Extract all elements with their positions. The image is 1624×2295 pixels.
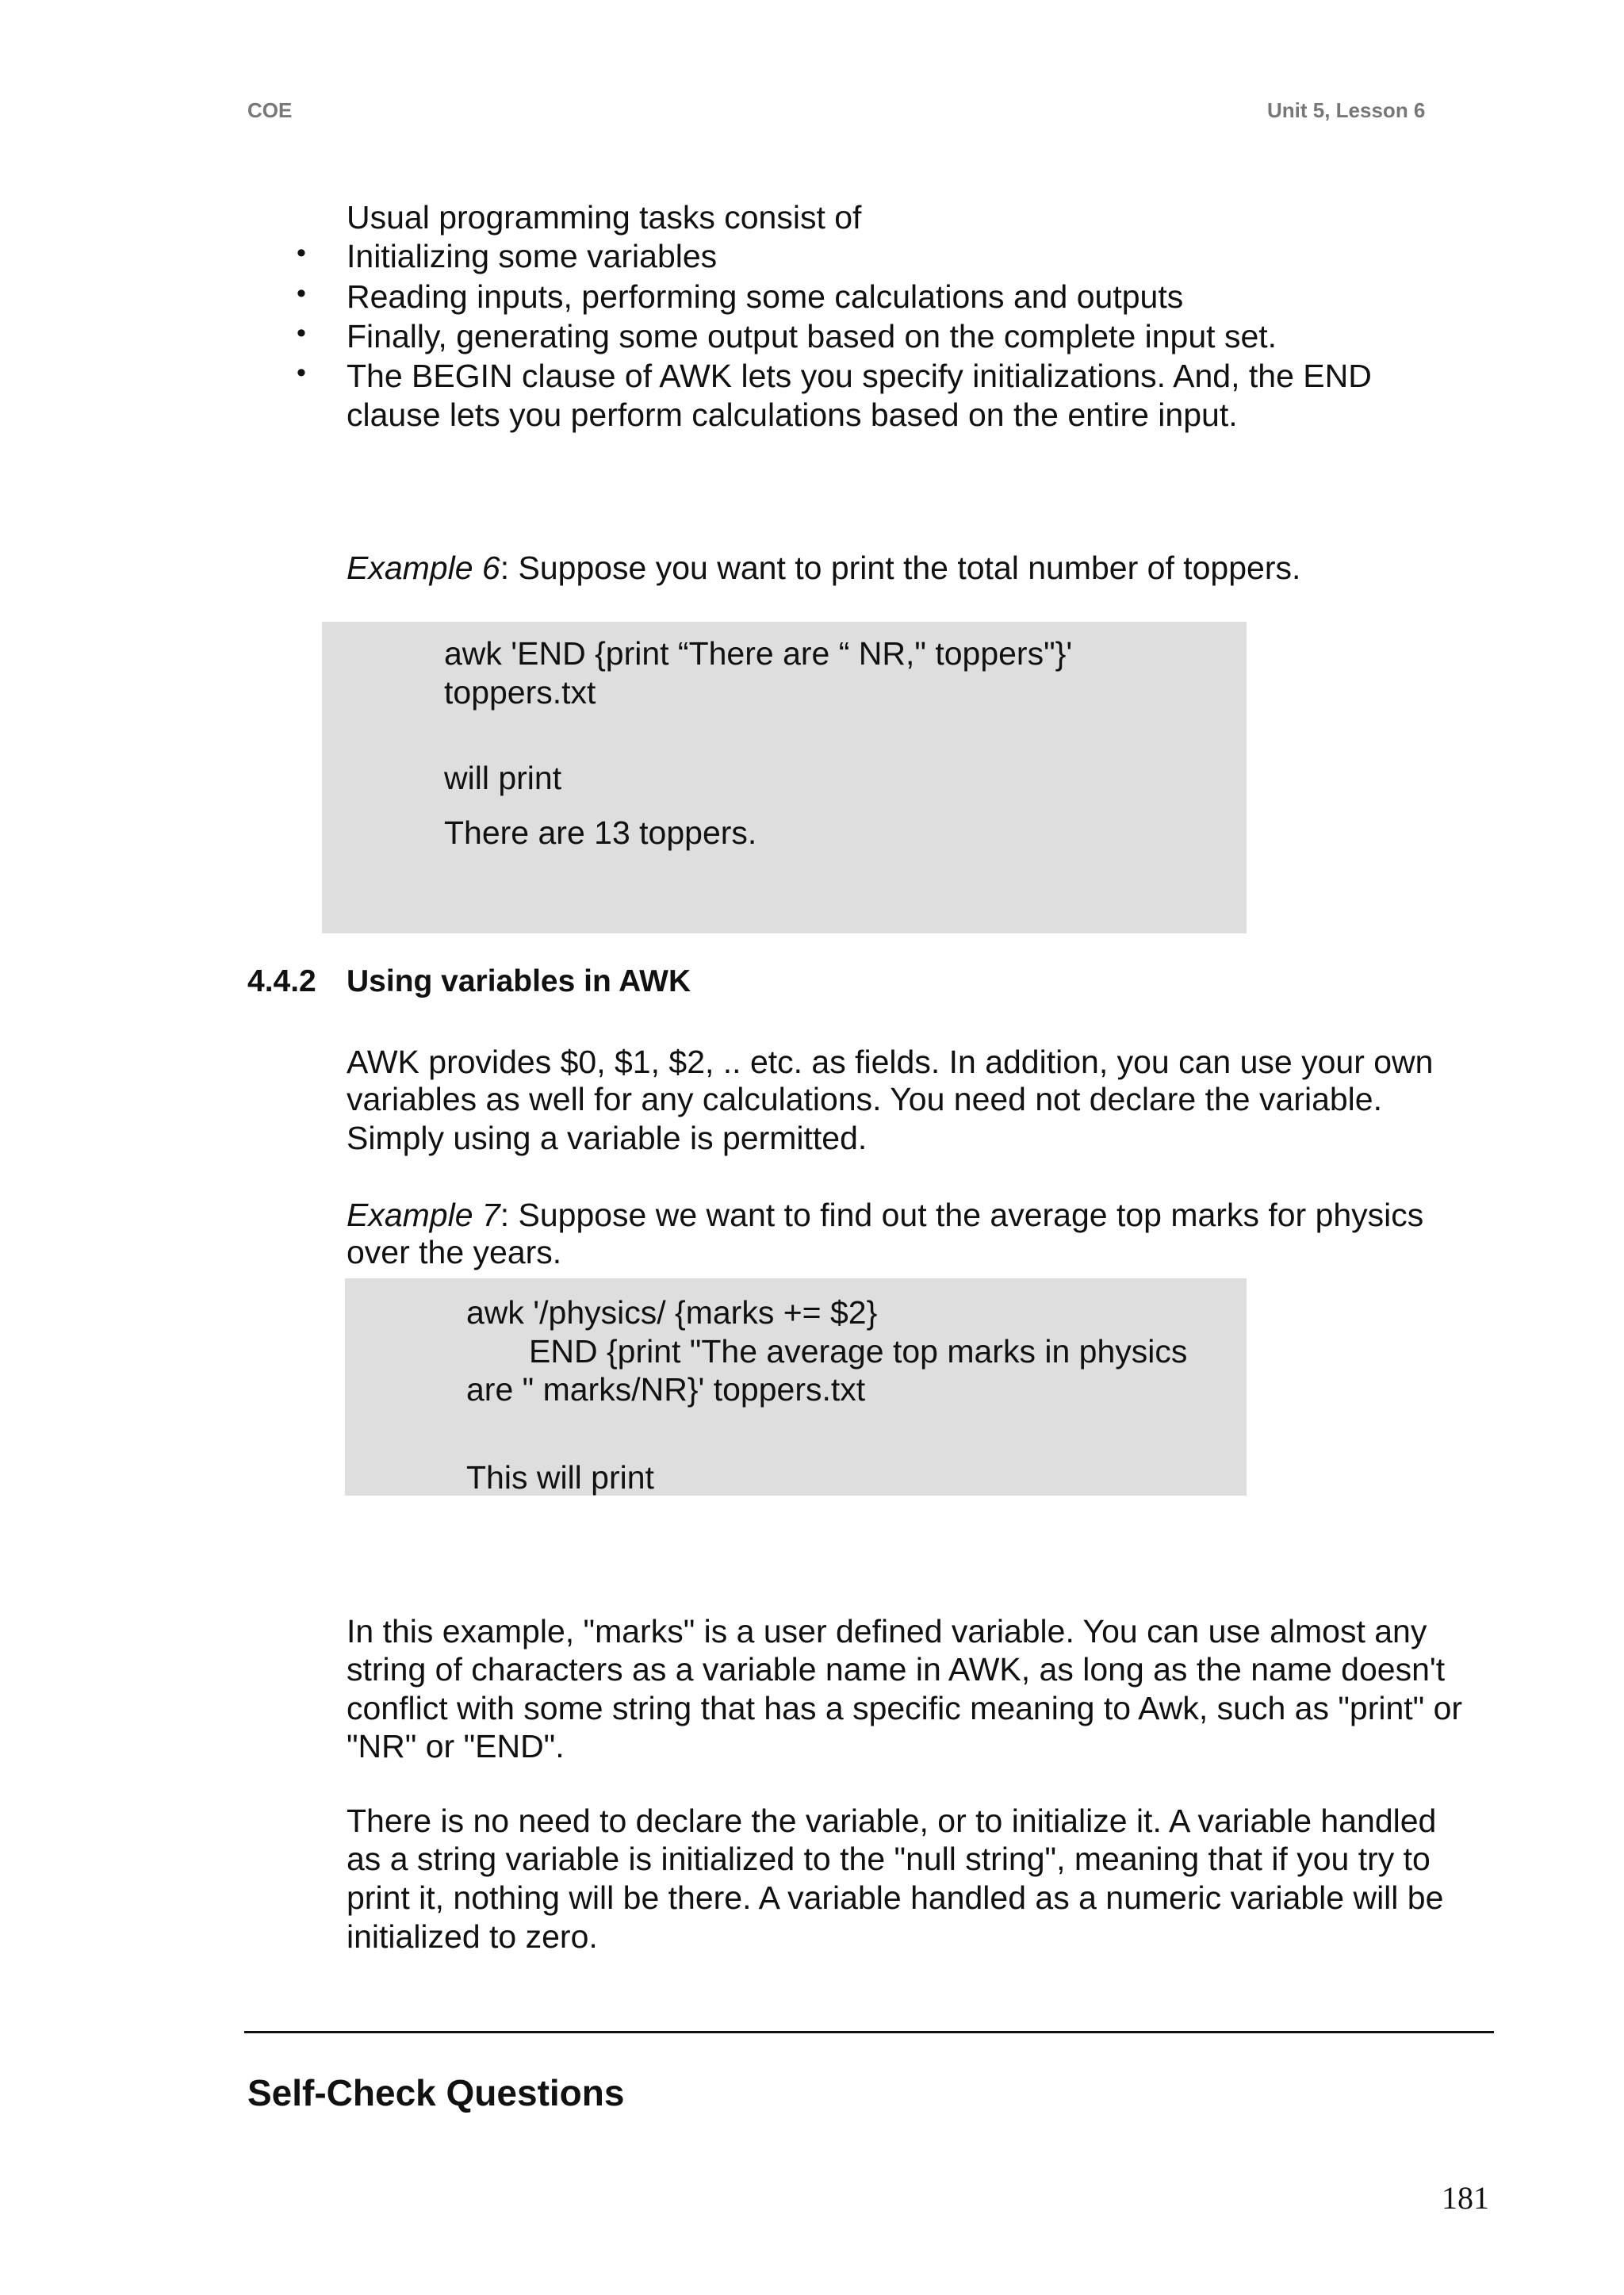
code-line: END {print "The average top marks in physics <box>529 1333 1188 1370</box>
bullet-item: Reading inputs, performing some calculations and outputs <box>347 278 1184 315</box>
bullet-marker: • <box>297 238 306 268</box>
bullet-item: Initializing some variables <box>347 238 718 274</box>
code-output: There are 13 toppers. <box>444 814 757 851</box>
example-6-intro <box>347 549 1300 588</box>
paragraph-line: print it, nothing will be there. A variable handled as a numeric variable will be <box>347 1879 1444 1916</box>
self-check-heading: Self-Check Questions <box>247 2072 625 2113</box>
code-line: are " marks/NR}' toppers.txt <box>466 1371 866 1408</box>
example-6-label: Example 6 <box>347 550 500 586</box>
paragraph-line: Simply using a variable is permitted. <box>347 1120 868 1156</box>
example-7-intro <box>347 1196 1423 1235</box>
bullet-item: The BEGIN clause of AWK lets you specify initializations. And, the END <box>347 358 1372 394</box>
section-title: Using variables in AWK <box>347 964 691 998</box>
intro-text: Usual programming tasks consist of <box>347 199 862 236</box>
paragraph-line: initialized to zero. <box>347 1918 598 1955</box>
paragraph-line: as a string variable is initialized to the "null string", meaning that if you try to <box>347 1841 1431 1877</box>
bullet-item-continuation: clause lets you perform calculations based on the entire input. <box>347 397 1238 433</box>
example-7-text: : Suppose we want to find out the average top marks for physics <box>500 1197 1424 1233</box>
example-7-label: Example 7 <box>347 1197 500 1233</box>
section-divider <box>244 2031 1494 2033</box>
section-number: 4.4.2 <box>247 964 316 998</box>
bullet-item: Finally, generating some output based on the complete input set. <box>347 318 1277 354</box>
code-output-label: will print <box>444 760 562 796</box>
page-number: 181 <box>1442 2180 1489 2216</box>
paragraph-line: string of characters as a variable name in AWK, as long as the name doesn't <box>347 1651 1446 1688</box>
example-7-code-box <box>345 1278 1247 1496</box>
paragraph-line: variables as well for any calculations. You need not declare the variable. <box>347 1081 1382 1117</box>
paragraph-line: conflict with some string that has a specific meaning to Awk, such as "print" or <box>347 1690 1463 1726</box>
code-line: awk 'END {print “There are “ NR," toppers"}' <box>444 635 1073 672</box>
code-output-label: This will print <box>466 1459 654 1496</box>
paragraph-line: "NR" or "END". <box>347 1728 565 1764</box>
example-7-intro-continued: over the years. <box>347 1234 562 1270</box>
example-6-text: : Suppose you want to print the total number of toppers. <box>500 550 1301 586</box>
bullet-marker: • <box>297 278 306 308</box>
bullet-marker: • <box>297 358 306 388</box>
paragraph-line: AWK provides $0, $1, $2, .. etc. as fields. In addition, you can use your own <box>347 1044 1434 1080</box>
code-line: awk '/physics/ {marks += $2} <box>466 1294 878 1331</box>
header-course: COE <box>247 98 293 122</box>
bullet-marker: • <box>297 318 306 348</box>
paragraph-line: In this example, "marks" is a user defined variable. You can use almost any <box>347 1613 1427 1649</box>
paragraph-line: There is no need to declare the variable, or to initialize it. A variable handled <box>347 1803 1437 1839</box>
header-unit: Unit 5, Lesson 6 <box>1267 98 1426 122</box>
code-line: toppers.txt <box>444 674 596 711</box>
